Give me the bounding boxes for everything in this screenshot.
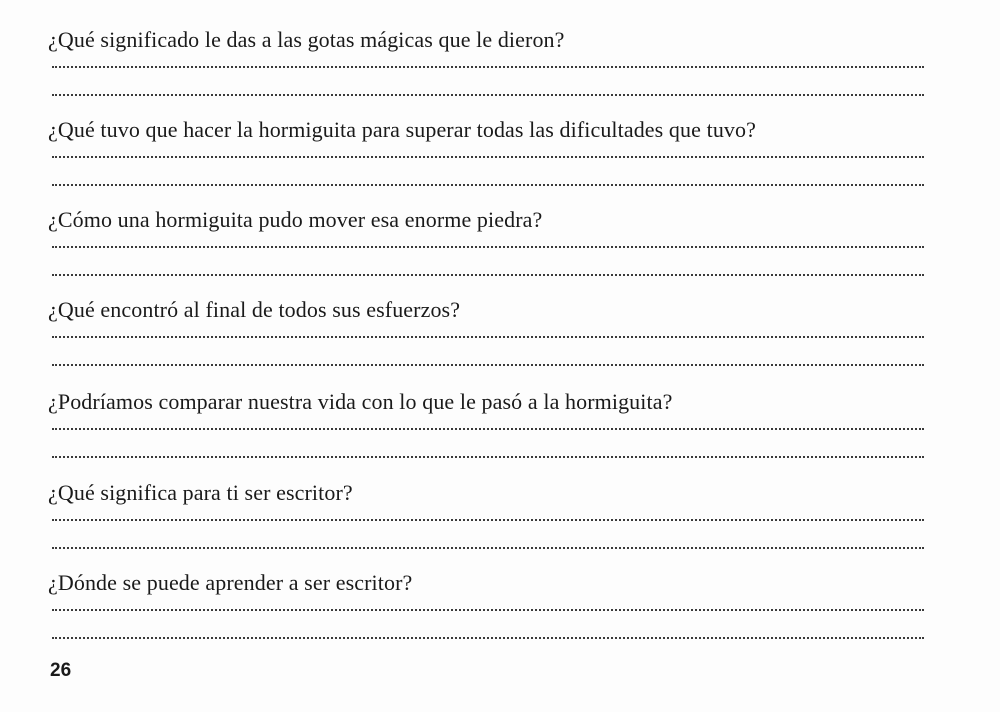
answer-line[interactable] [52, 156, 924, 158]
question-5: ¿Podríamos comparar nuestra vida con lo que le pasó a la hormiguita? [48, 389, 673, 414]
answer-line[interactable] [52, 609, 924, 611]
question-block-4 [48, 297, 924, 323]
question-4: ¿Qué encontró al final de todos sus esfuerzos? [48, 297, 461, 322]
answer-line[interactable] [52, 246, 924, 248]
page-number: 26 [50, 660, 72, 681]
question-7: ¿Dónde se puede aprender a ser escritor? [48, 570, 413, 595]
answer-line[interactable] [52, 274, 924, 276]
answer-line[interactable] [52, 184, 924, 186]
question-2: ¿Qué tuvo que hacer la hormiguita para superar todas las dificultades que tuvo? [48, 117, 756, 142]
answer-line[interactable] [52, 456, 924, 458]
question-block-6 [48, 480, 924, 506]
question-1: ¿Qué significado le das a las gotas mágicas que le dieron? [48, 27, 565, 52]
answer-line[interactable] [52, 336, 924, 338]
answer-line[interactable] [52, 66, 924, 68]
question-block-2 [48, 117, 924, 143]
question-6: ¿Qué significa para ti ser escritor? [48, 480, 353, 505]
answer-line[interactable] [52, 547, 924, 549]
question-block-1 [48, 27, 924, 53]
answer-line[interactable] [52, 519, 924, 521]
question-block-3 [48, 207, 924, 233]
question-block-5 [48, 389, 924, 415]
answer-line[interactable] [52, 428, 924, 430]
answer-line[interactable] [52, 637, 924, 639]
answer-line[interactable] [52, 364, 924, 366]
question-block-7 [48, 570, 924, 596]
answer-line[interactable] [52, 94, 924, 96]
question-3: ¿Cómo una hormiguita pudo mover esa enorme piedra? [48, 207, 543, 232]
